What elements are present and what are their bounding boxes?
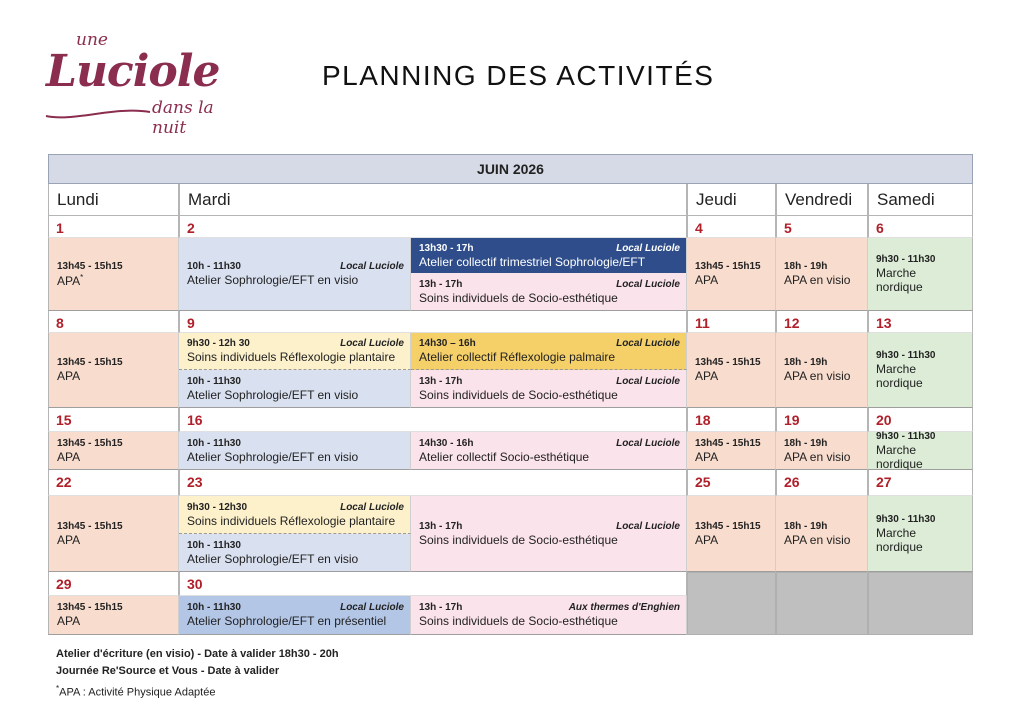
- day-number: 15: [48, 408, 179, 432]
- activity-cell: [48, 333, 179, 408]
- activity-cell: [776, 238, 868, 311]
- logo: [42, 28, 252, 138]
- day-number: 25: [687, 470, 776, 496]
- day-number: 13: [868, 311, 973, 333]
- day-number: 4: [687, 216, 776, 238]
- activity-time: 18h - 19h: [784, 437, 828, 449]
- activity-location: Aux thermes d'Enghien: [568, 602, 680, 613]
- activity-time: 13h - 17h Aux thermes d'Enghien: [419, 602, 680, 613]
- activity-name: APA: [695, 449, 719, 464]
- dayhead-vendredi: Vendredi: [776, 184, 868, 216]
- activity-location: Local Luciole: [340, 501, 404, 513]
- activity-name: Atelier Sophrologie/EFT en visio: [187, 551, 359, 566]
- activity-time: 10h - 11h30 Local Luciole: [187, 261, 404, 272]
- activity-time: 13h45 - 15h15: [57, 260, 123, 272]
- empty-day-cell: [868, 572, 973, 635]
- day-number: 1: [48, 216, 179, 238]
- activity-time: 13h45 - 15h15: [695, 437, 761, 449]
- day-number: 8: [48, 311, 179, 333]
- footnote-marker: *: [56, 684, 60, 693]
- activity-time: 9h30 - 12h 30 Local Luciole: [187, 338, 404, 349]
- activity-name: Atelier collectif Socio-esthétique: [419, 449, 590, 464]
- day-number: 18: [687, 408, 776, 432]
- day-number: 30: [179, 572, 687, 596]
- dayhead-mardi: Mardi: [179, 184, 687, 216]
- activity-location: Local Luciole: [616, 278, 680, 290]
- activity-cell: [868, 432, 973, 470]
- activity-cell: [687, 432, 776, 470]
- activity-name: APA: [57, 614, 81, 628]
- activity-location: Local Luciole: [616, 242, 680, 254]
- activity-name: Atelier Sophrologie/EFT en visio: [187, 449, 359, 464]
- activity-cell: [411, 273, 687, 311]
- activity-name: Soins individuels de Socio-esthétique: [419, 532, 618, 547]
- activity-name: APA: [57, 369, 81, 383]
- activity-location: Local Luciole: [616, 437, 680, 449]
- activity-time: 9h30 - 11h30: [876, 513, 936, 525]
- activity-time: 9h30 - 11h30: [876, 254, 936, 265]
- activity-name: APA en visio: [784, 369, 851, 383]
- activity-time: 18h - 19h: [784, 520, 828, 532]
- dayhead-jeudi: Jeudi: [687, 184, 776, 216]
- activity-cell: [411, 596, 687, 635]
- day-number: 16: [179, 408, 687, 432]
- activity-time: 13h - 17h Local Luciole: [419, 375, 680, 387]
- activity-cell: [776, 432, 868, 470]
- day-number: 19: [776, 408, 868, 432]
- activity-name: Marche nordique: [876, 442, 923, 471]
- activity-name: Marche nordique: [876, 362, 923, 390]
- activity-location: Local Luciole: [340, 338, 404, 349]
- activity-cell: [411, 370, 687, 408]
- day-number: 27: [868, 470, 973, 496]
- activity-time: 9h30 - 12h30 Local Luciole: [187, 501, 404, 513]
- activity-name: Soins individuels de Socio-esthétique: [419, 614, 618, 628]
- activity-name: APA en visio: [784, 449, 851, 464]
- activity-name: APA en visio: [784, 273, 851, 287]
- activity-name: APA: [57, 532, 81, 547]
- day-number: 6: [868, 216, 973, 238]
- activity-cell: [411, 432, 687, 470]
- activity-name: APA: [695, 369, 719, 383]
- activity-location: Local Luciole: [616, 520, 680, 532]
- activity-time: 13h45 - 15h15: [695, 520, 761, 532]
- logo-swash-icon: [44, 102, 154, 122]
- note-journee-resource: Journée Re'Source et Vous - Date à valider: [56, 665, 280, 677]
- activity-time: 18h - 19h: [784, 357, 828, 368]
- day-number: 20: [868, 408, 973, 432]
- activity-time: 9h30 - 11h30: [876, 430, 936, 442]
- activity-cell: [48, 432, 179, 470]
- activity-location: Local Luciole: [616, 338, 680, 349]
- activity-time: 10h - 11h30: [187, 437, 241, 449]
- activity-time: 10h - 11h30: [187, 539, 241, 551]
- activity-cell: [687, 333, 776, 408]
- logo-luciole: Luciole: [46, 46, 220, 97]
- activity-cell: [411, 238, 687, 273]
- activity-cell: [179, 596, 411, 635]
- day-number: 11: [687, 311, 776, 333]
- activity-name: Soins individuels Réflexologie plantaire: [187, 350, 396, 364]
- day-number: 2: [179, 216, 687, 238]
- activity-time: 13h45 - 15h15: [57, 437, 123, 449]
- activity-time: 9h30 - 11h30: [876, 350, 936, 361]
- activity-cell: [687, 496, 776, 572]
- activity-cell: [179, 432, 411, 470]
- day-number: 9: [179, 311, 687, 333]
- dayhead-lundi: Lundi: [48, 184, 179, 216]
- footnote-marker: *: [80, 272, 84, 282]
- activity-cell: [411, 333, 687, 370]
- activity-cell: [179, 333, 411, 370]
- activity-cell: [179, 534, 411, 572]
- activity-time: 13h - 17h Local Luciole: [419, 520, 680, 532]
- activity-name: APA en visio: [784, 532, 851, 547]
- note-apa-definition: *APA : Activité Physique Adaptée: [56, 684, 216, 699]
- activity-cell: [179, 238, 411, 311]
- activity-name: Atelier collectif Réflexologie palmaire: [419, 350, 616, 364]
- activity-cell: [179, 496, 411, 534]
- day-number: 22: [48, 470, 179, 496]
- activity-time: 13h - 17h Local Luciole: [419, 278, 680, 290]
- activity-location: Local Luciole: [616, 375, 680, 387]
- activity-time: 10h - 11h30: [187, 375, 241, 387]
- activity-time: 13h45 - 15h15: [695, 357, 761, 368]
- activity-name: Soins individuels de Socio-esthétique: [419, 387, 618, 402]
- logo-nuit: dans la nuit: [152, 98, 214, 138]
- activity-name: Marche nordique: [876, 525, 923, 554]
- activity-cell: [48, 596, 179, 635]
- activity-cell: [776, 333, 868, 408]
- logo-une: une: [76, 30, 108, 50]
- activity-cell: [179, 370, 411, 408]
- month-header: JUIN 2026: [48, 154, 973, 184]
- activity-time: 14h30 - 16h Local Luciole: [419, 437, 680, 449]
- activity-location: Local Luciole: [340, 602, 404, 613]
- activity-name: Atelier Sophrologie/EFT en visio: [187, 273, 359, 287]
- activity-time: 10h - 11h30 Local Luciole: [187, 602, 404, 613]
- day-number: 26: [776, 470, 868, 496]
- empty-day-cell: [776, 572, 868, 635]
- day-number: 23: [179, 470, 687, 496]
- activity-time: 13h45 - 15h15: [695, 261, 761, 272]
- page-title: PLANNING DES ACTIVITÉS: [322, 60, 715, 91]
- calendar-grid: [48, 154, 973, 635]
- activity-name: Soins individuels de Socio-esthétique: [419, 290, 618, 305]
- activity-name: APA: [695, 532, 719, 547]
- activity-name: Marche nordique: [876, 266, 923, 294]
- footnotes: [56, 646, 339, 702]
- activity-time: 13h45 - 15h15: [57, 520, 123, 532]
- day-number: 5: [776, 216, 868, 238]
- dayhead-samedi: Samedi: [868, 184, 973, 216]
- empty-day-cell: [687, 572, 776, 635]
- activity-time: 18h - 19h: [784, 261, 828, 272]
- activity-location: Local Luciole: [340, 261, 404, 272]
- day-number: 12: [776, 311, 868, 333]
- activity-cell: [868, 496, 973, 572]
- note-atelier-ecriture: Atelier d'écriture (en visio) - Date à valider 18h30 - 20h: [56, 648, 339, 660]
- activity-name: Atelier Sophrologie/EFT en présentiel: [187, 614, 387, 628]
- activity-name: Atelier collectif trimestriel Sophrologie/EFT: [419, 254, 646, 269]
- activity-cell: [48, 238, 179, 311]
- activity-time: 13h30 - 17h Local Luciole: [419, 242, 680, 254]
- day-number: 29: [48, 572, 179, 596]
- activity-cell: [868, 333, 973, 408]
- activity-cell: [776, 496, 868, 572]
- activity-cell: [868, 238, 973, 311]
- activity-name: Atelier Sophrologie/EFT en visio: [187, 387, 359, 402]
- activity-cell: [48, 496, 179, 572]
- activity-name: Soins individuels Réflexologie plantaire: [187, 513, 396, 528]
- activity-cell: [411, 496, 687, 572]
- activity-time: 14h30 – 16h Local Luciole: [419, 338, 680, 349]
- activity-time: 13h45 - 15h15: [57, 357, 123, 368]
- activity-cell: [687, 238, 776, 311]
- activity-name: APA: [695, 273, 719, 287]
- activity-name: APA*: [57, 272, 84, 288]
- activity-name: APA: [57, 449, 81, 464]
- activity-time: 13h45 - 15h15: [57, 602, 123, 613]
